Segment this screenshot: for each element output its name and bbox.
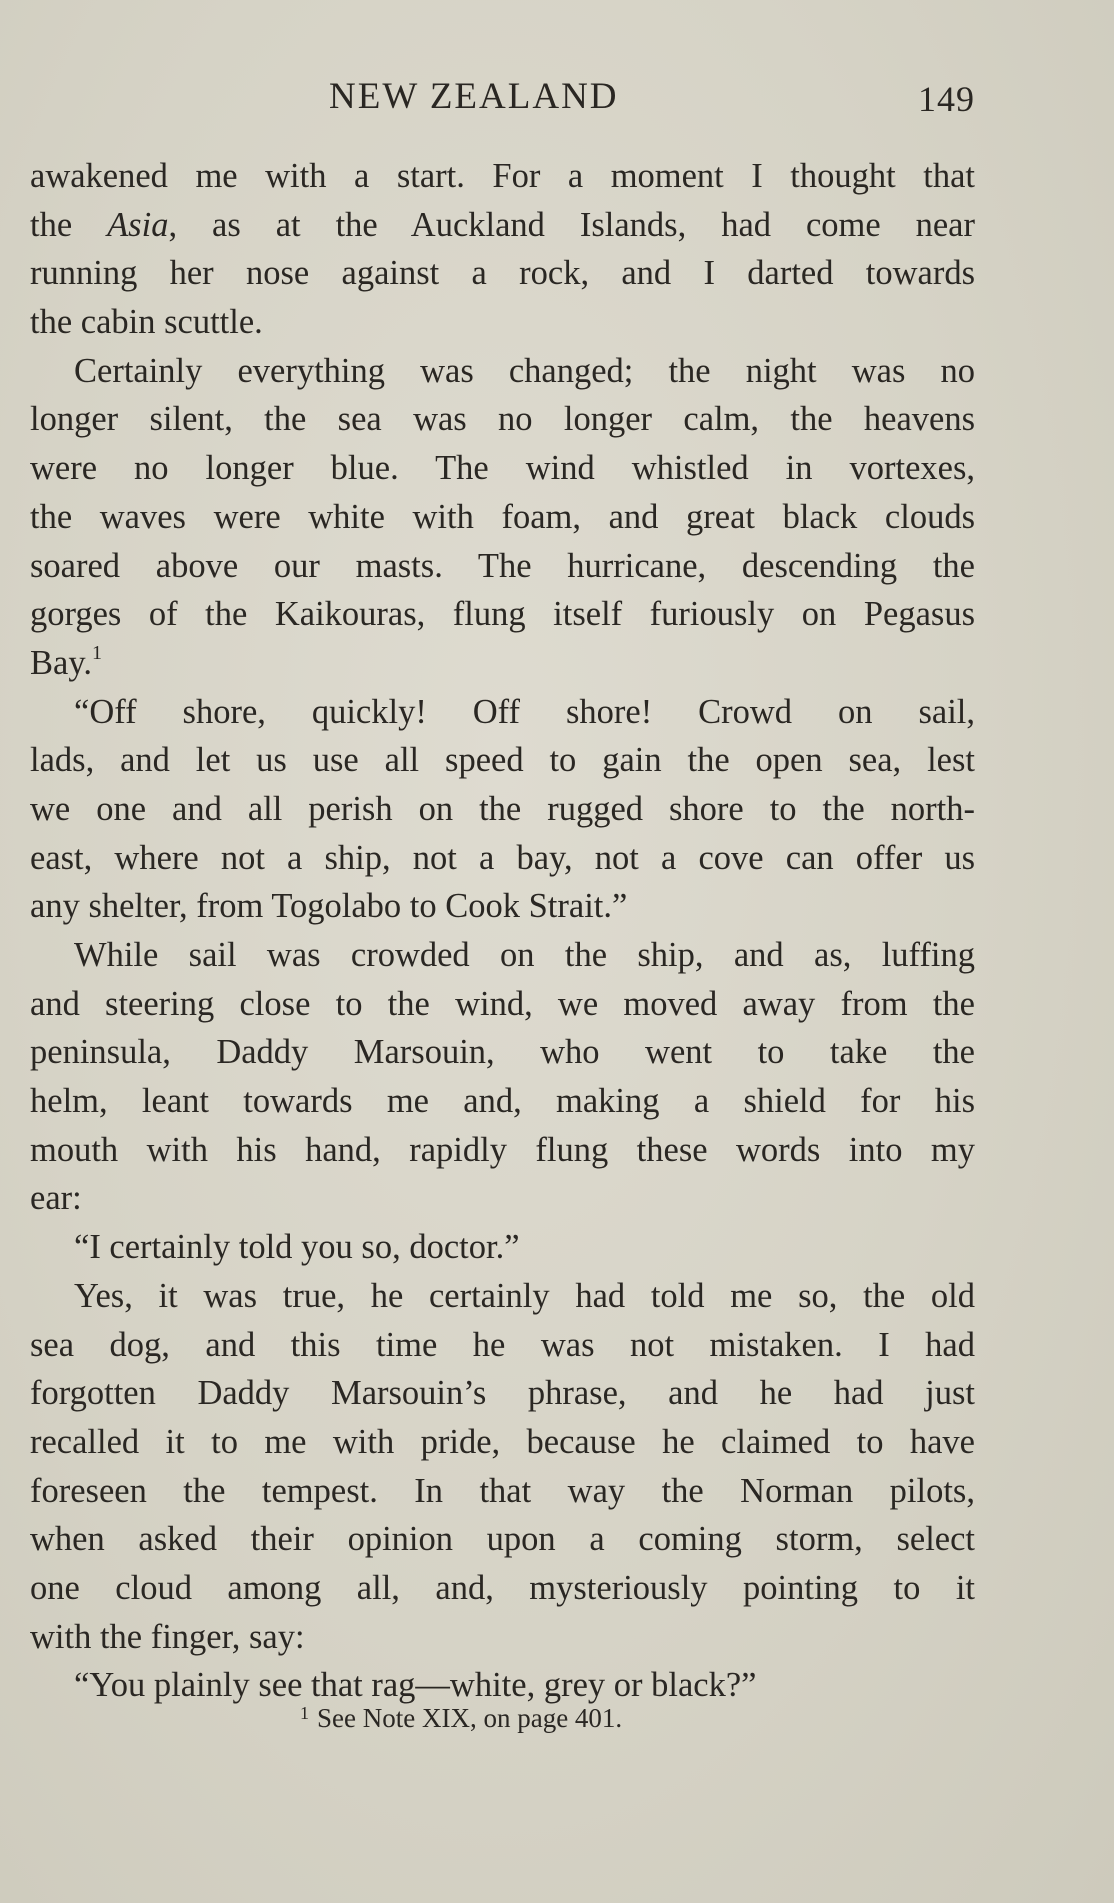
text-line: any shelter, from Togolabo to Cook Strait.” — [30, 887, 628, 926]
text-line: recalled it to me with pride, because he claimed to have — [30, 1422, 975, 1461]
text-line: “Off shore, quickly! Off shore! Crowd on sail, — [74, 692, 975, 731]
text-line: ear: — [30, 1179, 82, 1218]
text-line: longer silent, the sea was no longer calm, the heavens — [30, 400, 975, 439]
footnote-text: See Note XIX, on page 401. — [317, 1703, 623, 1733]
text-line: Certainly everything was changed; the night was no — [74, 351, 975, 390]
text-line — [30, 639, 975, 688]
text-line: one cloud among all, and, mysteriously pointing to it — [30, 1568, 975, 1607]
text-line: foreseen the tempest. In that way the Norman pilots, — [30, 1471, 975, 1510]
footnote — [300, 1700, 622, 1739]
footnote-reference: 1 — [91, 642, 102, 665]
text-fragment: Bay. — [30, 643, 92, 682]
text-line: mouth with his hand, rapidly flung these words into my — [30, 1130, 975, 1169]
text-line: soared above our masts. The hurricane, descending the — [30, 546, 975, 585]
text-line: Yes, it was true, he certainly had told me so, the old — [74, 1276, 975, 1315]
text-line: east, where not a ship, not a bay, not a cove can offer us — [30, 838, 975, 877]
text-line — [30, 201, 975, 250]
text-line: awakened me with a start. For a moment I thought that — [30, 157, 975, 195]
text-line: running her nose against a rock, and I darted towards — [30, 254, 975, 293]
text-line: and steering close to the wind, we moved away from the — [30, 984, 975, 1023]
text-line: we one and all perish on the rugged shore to the north- — [30, 789, 975, 828]
text-fragment: , as at the Auckland Islands, had come near — [168, 205, 975, 244]
text-line: While sail was crowded on the ship, and as, luffing — [74, 936, 975, 974]
text-line: the waves were white with foam, and great black clouds — [30, 497, 975, 536]
text-line: when asked their opinion upon a coming storm, select — [30, 1520, 975, 1559]
page-number: 149 — [918, 79, 975, 119]
text-line: the cabin scuttle. — [30, 303, 263, 342]
footnote-mark: 1 — [300, 1703, 309, 1723]
text-line: sea dog, and this time he was not mistaken. I had — [30, 1325, 975, 1364]
running-head — [0, 72, 1114, 122]
text-fragment: the — [30, 205, 108, 244]
text-line: “You plainly see that rag—white, grey or black?” — [74, 1666, 757, 1705]
text-line: with the finger, say: — [30, 1617, 305, 1656]
body-text — [30, 152, 975, 1710]
text-line: peninsula, Daddy Marsouin, who went to take the — [30, 1033, 975, 1072]
text-line: were no longer blue. The wind whistled in vortexes, — [30, 449, 975, 488]
text-line: lads, and let us use all speed to gain the open sea, lest — [30, 741, 975, 780]
text-line: “I certainly told you so, doctor.” — [74, 1228, 520, 1267]
page-header-title: NEW ZEALAND — [329, 76, 619, 117]
text-line: forgotten Daddy Marsouin’s phrase, and he had just — [30, 1374, 975, 1413]
text-line: gorges of the Kaikouras, flung itself furiously on Pegasus — [30, 595, 975, 634]
text-line: helm, leant towards me and, making a shield for his — [30, 1082, 975, 1121]
ship-name-italic: Asia — [107, 205, 169, 244]
